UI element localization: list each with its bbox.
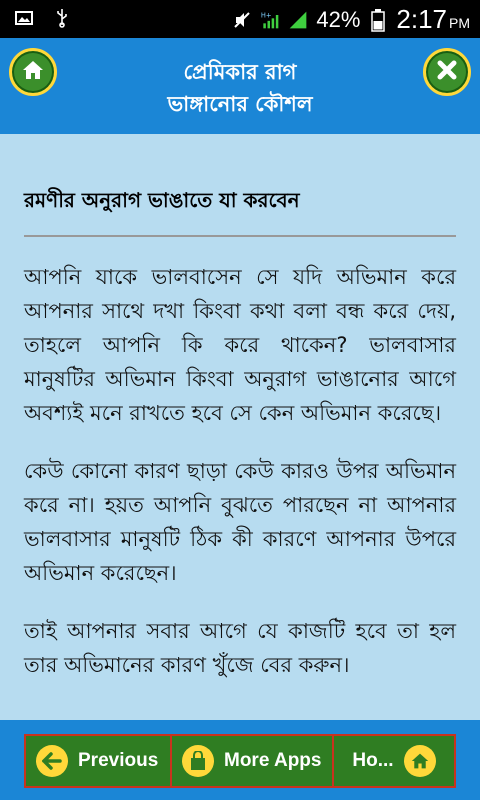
article-paragraph: কেউ কোনো কারণ ছাড়া কেউ কারও উপর অভিমান করে না। হয়ত আপনি বুঝতে পারছেন না আপনার ভালবাসার মানুষটি ঠিক কী কারণে আপনার উপরে অভিমান করেছেন। <box>24 459 456 585</box>
divider <box>24 235 456 237</box>
bottom-button-tray <box>24 734 456 788</box>
article-body <box>24 260 456 706</box>
article-paragraph: আপনি যাকে ভালবাসেন সে যদি অভিমান করে আপনার সাথে দখা কিংবা কথা বলা বন্ধ করে দেয়, তাহলে আপনি কি করে থাকেন? ভালবাসার মানুষটির অভিমান কিংবা অনুরাগ ভাঙানোর আগে অবশ্যই মনে রাখতে হবে সে কেন অভিমান করেছে। <box>24 265 456 425</box>
clock: 2:17 PM <box>396 4 470 34</box>
hplus-signal-icon <box>260 10 280 30</box>
more-apps-button[interactable] <box>172 736 334 786</box>
signal-bars-icon <box>288 10 308 30</box>
svg-text:H+: H+ <box>261 11 272 19</box>
home-icon <box>21 59 45 85</box>
arrow-left-icon <box>36 745 68 777</box>
more-apps-label: More Apps <box>224 750 322 771</box>
image-icon <box>14 8 34 28</box>
shopping-bag-icon <box>182 745 214 777</box>
home-button[interactable] <box>9 48 57 96</box>
page-title-line1: প্রেমিকার রাগ <box>183 60 297 84</box>
article-content[interactable] <box>0 134 480 720</box>
status-bar <box>0 0 480 38</box>
home-nav-label: Ho... <box>352 750 394 771</box>
bottom-navigation <box>0 720 480 800</box>
battery-percent: 42% <box>316 6 361 32</box>
page-title <box>70 56 410 120</box>
close-button[interactable] <box>423 48 471 96</box>
page-title-line2: ভাঙ্গানোর কৌশল <box>167 92 313 116</box>
home-icon <box>404 745 436 777</box>
close-icon <box>436 59 458 85</box>
home-nav-button[interactable] <box>334 736 454 786</box>
battery-icon <box>368 10 388 30</box>
previous-button-label: Previous <box>78 750 159 771</box>
app-header <box>0 38 480 136</box>
mute-icon <box>232 10 252 30</box>
previous-button[interactable] <box>26 736 172 786</box>
article-subtitle: রমণীর অনুরাগ ভাঙাতে যা করবেন <box>24 188 300 212</box>
article-paragraph: তাই আপনার সবার আগে যে কাজটি হবে তা হল তার অভিমানের কারণ খুঁজে বের করুন। <box>24 619 456 677</box>
usb-icon <box>52 8 72 28</box>
